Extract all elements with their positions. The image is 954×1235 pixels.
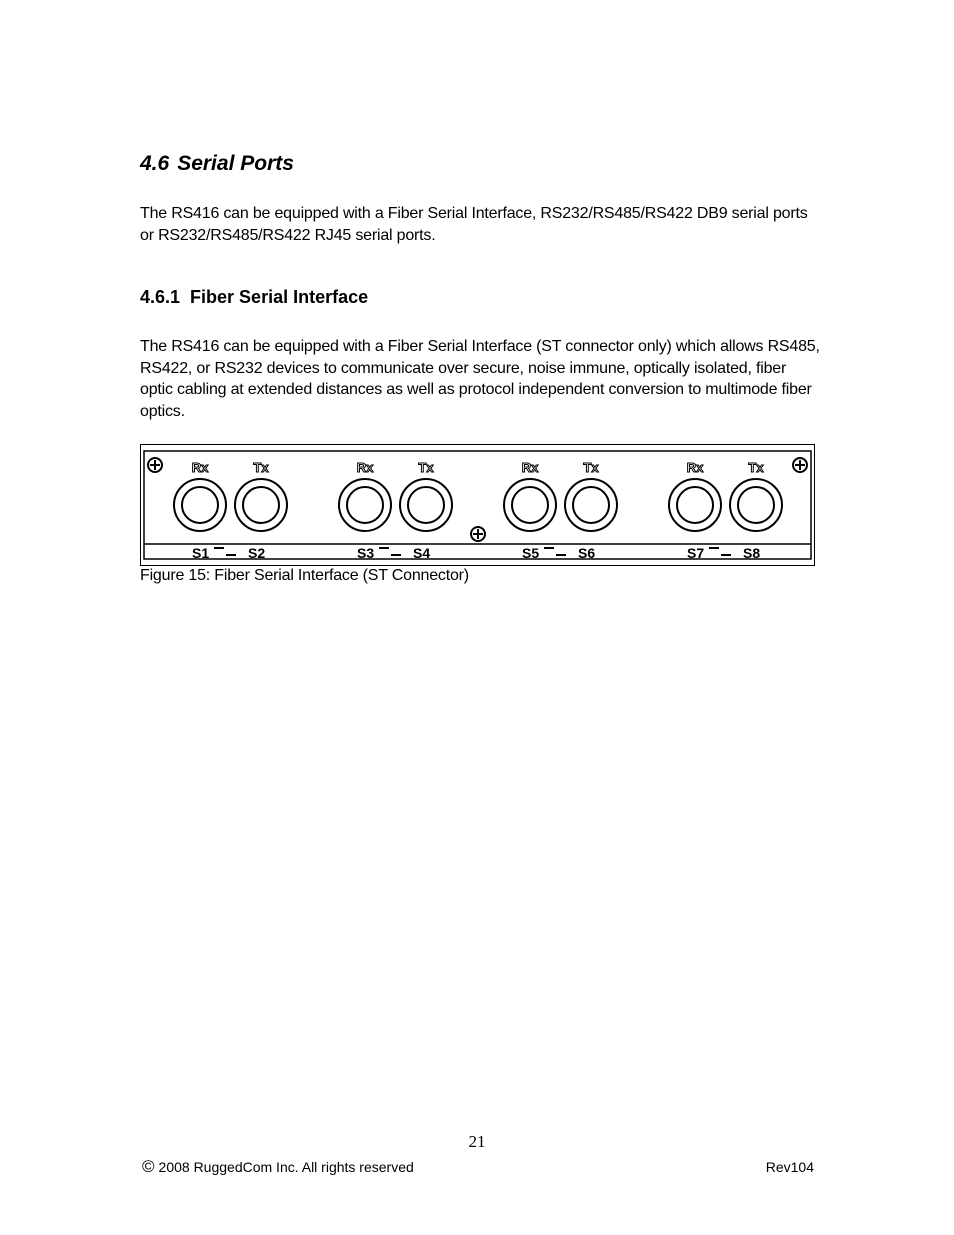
port-label-s3: S3	[357, 545, 375, 561]
rx-connector-icon-1-core	[182, 487, 218, 523]
footer-revision: Rev104	[765, 1159, 814, 1175]
port-label-s4: S4	[413, 545, 431, 561]
rx-label-2: Rx	[356, 460, 374, 475]
subsection-title: Fiber Serial Interface	[190, 287, 369, 307]
figure-caption: Figure 15: Fiber Serial Interface (ST Connector)	[140, 567, 469, 584]
section-number: 4.6	[140, 152, 170, 175]
section-title: Serial Ports	[177, 152, 294, 175]
subsection-paragraph: The RS416 can be equipped with a Fiber Serial Interface (ST connector only) which allows RS485, RS422, or RS232 devices to communicate over secure, noise immune, optically isolated, fiber optic cabling at extended distances as well as protocol independent conversion to multimode fiber optics.	[140, 338, 820, 420]
panel-inner-frame	[144, 451, 811, 559]
tx-label-4: Tx	[748, 460, 764, 475]
fiber-interface-figure	[140, 444, 815, 566]
rx-connector-icon-4-core	[677, 487, 713, 523]
port-label-s6: S6	[578, 545, 596, 561]
footer-copyright	[142, 1157, 414, 1177]
subsection-number: 4.6.1	[140, 287, 181, 307]
port-label-s5: S5	[522, 545, 540, 561]
copyright-text: 2008 RuggedCom Inc. All rights reserved	[158, 1159, 414, 1175]
tx-connector-icon-4-core	[738, 487, 774, 523]
port-label-s8: S8	[743, 545, 761, 561]
port-label-s2: S2	[248, 545, 266, 561]
page-number: 21	[468, 1132, 486, 1151]
subsection-heading	[140, 287, 368, 308]
copyright-symbol: ©	[142, 1157, 155, 1176]
port-label-s1: S1	[192, 545, 210, 561]
tx-label-3: Tx	[583, 460, 599, 475]
tx-connector-icon-2-core	[408, 487, 444, 523]
section-paragraph: The RS416 can be equipped with a Fiber Serial Interface, RS232/RS485/RS422 DB9 serial ports or RS232/RS485/RS422 RJ45 serial ports.	[140, 205, 808, 244]
rx-connector-icon-2-core	[347, 487, 383, 523]
section-heading	[140, 152, 294, 176]
rx-label-4: Rx	[686, 460, 704, 475]
rx-label-1: Rx	[191, 460, 209, 475]
rx-label-3: Rx	[521, 460, 539, 475]
fiber-interface-panel	[140, 444, 815, 566]
tx-label-2: Tx	[418, 460, 434, 475]
tx-label-1: Tx	[253, 460, 269, 475]
rx-connector-icon-3-core	[512, 487, 548, 523]
tx-connector-icon-3-core	[573, 487, 609, 523]
tx-connector-icon-1-core	[243, 487, 279, 523]
port-label-s7: S7	[687, 545, 705, 561]
